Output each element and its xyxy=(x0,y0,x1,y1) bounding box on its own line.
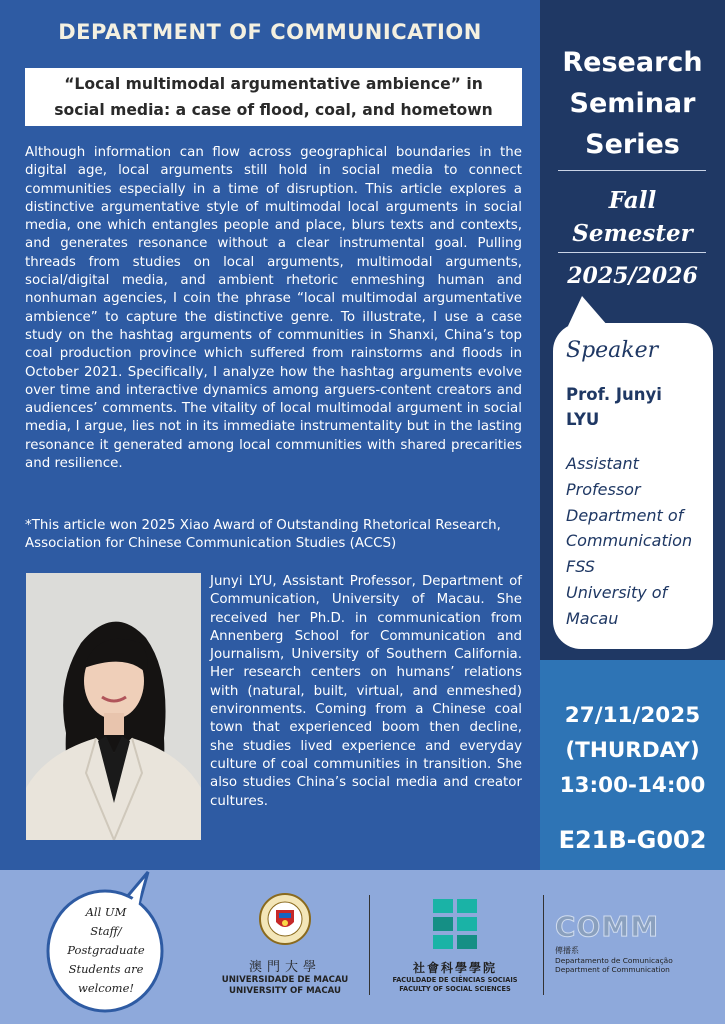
talk-title-line1: “Local multimodal argumentative ambience” in xyxy=(64,75,483,93)
speaker-role-line: University of xyxy=(566,582,668,602)
welcome-line: welcome! xyxy=(77,981,135,995)
um-name-english: UNIVERSITY OF MACAU xyxy=(228,986,341,996)
welcome-line: Staff/ xyxy=(90,924,122,938)
divider xyxy=(558,170,706,171)
event-datetime xyxy=(540,698,725,803)
welcome-line: Postgraduate xyxy=(67,943,145,957)
semester xyxy=(540,184,725,250)
abstract-text: Although information can flow across geographical boundaries in the digital age, local arguments still hold in social media to connect communities especially in a time of disruption. This article explores a distinctive argumentative style of multimodal local arguments in social media, one which entangles people and place, blurs texts and contexts, and generates resonance without a clear instrumental goal. Pulling threads from studies on local arguments, multimodal arguments, social/digital media, and ambient rhetoric enmeshing human and nonhuman agencies, I coin the phrase “local multimodal argumentative ambience” to capture the distinctive genre. To illustrate, I use a case study on the hashtag arguments of communities in Shanxi, China’s top coal production province which suffered from rainstorms and floods in October 2021. Specifically, I analyze how the hashtag arguments evolve over time and interactive dynamics among arguers-content creators and audiences’ comments. The vitality of local multimodal argument in social media, I argue, lies not in its immediate instrumentality but in the lasting resonance it generated among local communities with shared precarities and resilience. xyxy=(25,145,522,472)
speaker-role xyxy=(566,451,692,632)
comm-logo xyxy=(555,910,715,974)
speaker-portrait-illustration xyxy=(26,573,201,840)
fss-logo xyxy=(385,895,525,994)
series-title-line1: Research xyxy=(562,47,703,78)
award-note: *This article won 2025 Xiao Award of Outstanding Rhetorical Research, Association for Chinese Communication Studies (ACCS) xyxy=(25,518,501,552)
logo-divider xyxy=(543,895,544,995)
academic-year: 2025/2026 xyxy=(567,263,698,289)
comm-wordmark: COMM xyxy=(555,910,660,943)
speaker-role-line: Professor xyxy=(566,479,641,499)
series-title xyxy=(540,42,725,165)
speaker-role-line: Department of xyxy=(566,505,684,525)
event-venue: E21B-G002 xyxy=(558,826,707,854)
divider xyxy=(558,252,706,253)
speaker-role-line: FSS xyxy=(566,557,595,577)
um-name-portuguese: UNIVERSIDADE DE MACAU xyxy=(221,975,349,985)
series-title-line2: Seminar xyxy=(569,88,696,119)
speaker-bio: Junyi LYU, Assistant Professor, Department of Communication, University of Macau. She received her Ph.D. in communication from Annenberg School for Communication and Journalism, University of Southern California. Her research centers on humans’ relations with (natural, built, virtual, and enmeshed) environments. Coming from a Chinese coal town that experienced boom then decline, she studies lived experience and everyday culture of coal communities in transition. She also studies China’s social media and creator cultures. xyxy=(210,574,522,809)
logo-divider xyxy=(369,895,370,995)
speaker-name-line2: LYU xyxy=(566,410,600,429)
speaker-role-line: Assistant xyxy=(566,454,639,473)
fss-mark-icon xyxy=(429,895,481,953)
welcome-line: All UM xyxy=(85,905,127,919)
speaker-name xyxy=(566,382,662,432)
comm-name-chinese: 傳播系 xyxy=(555,946,579,955)
um-name-chinese: 澳門大學 xyxy=(248,960,321,975)
speaker-role-line: Communication xyxy=(566,531,693,551)
um-logo xyxy=(210,890,360,997)
fss-name-chinese: 社會科學學院 xyxy=(412,961,497,975)
comm-name-english: Department of Communication xyxy=(555,965,670,974)
speaker-photo xyxy=(26,573,201,840)
comm-name-portuguese: Departamento de Comunicação xyxy=(555,956,673,965)
speaker-role-line: Macau xyxy=(566,608,619,628)
department-title: DEPARTMENT OF COMMUNICATION xyxy=(58,20,482,44)
semester-line1: Fall xyxy=(608,187,657,214)
talk-title-box xyxy=(25,68,522,126)
event-time: 13:00-14:00 xyxy=(559,773,706,798)
um-crest-icon xyxy=(259,890,311,948)
event-day: (THURDAY) xyxy=(565,738,700,763)
series-title-line3: Series xyxy=(585,129,680,160)
welcome-message xyxy=(52,903,160,998)
fss-name-portuguese: FACULDADE DE CIÊNCIAS SOCIAIS xyxy=(392,976,518,984)
speaker-name-line1: Prof. Junyi xyxy=(566,385,662,404)
talk-title-line2: social media: a case of flood, coal, and hometown xyxy=(54,101,493,119)
welcome-line: Students are xyxy=(68,962,144,976)
event-date: 27/11/2025 xyxy=(564,703,701,728)
fss-name-english: FACULTY OF SOCIAL SCIENCES xyxy=(399,985,511,993)
semester-line2: Semester xyxy=(572,220,693,247)
speaker-label: Speaker xyxy=(566,338,659,363)
